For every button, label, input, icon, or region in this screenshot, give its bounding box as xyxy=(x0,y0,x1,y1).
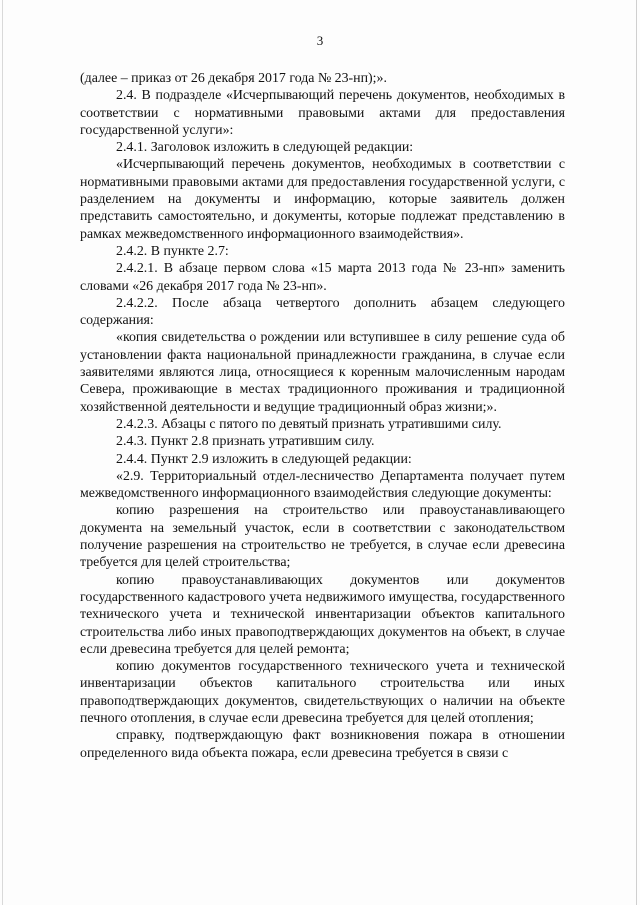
paragraph-2-9: «2.9. Территориальный отдел-лесничество Департамента получает путем межведомственного информационного взаимодействия следующие документы: xyxy=(80,468,565,502)
paragraph-2-4-1: 2.4.1. Заголовок изложить в следующей редакции: xyxy=(116,140,414,156)
paragraph-title-documents: копию правоустанавливающих документов или документов государственного кадастрового учета недвижимого имущества, государственного технического учета и технической инвентаризации объектов капитального строительства либо иных правоподтверждающих документов на объект, в случае если древесина требуется для целей ремонта; xyxy=(80,572,565,657)
paragraph-fire-certificate: справку, подтверждающую факт возникновения пожара в отношении определенного вида объекта пожара, если древесина требуется в связи с xyxy=(80,728,565,761)
page-number: 3 xyxy=(316,33,324,48)
paragraph-construction-permit: копию разрешения на строительство или правоустанавливающего документа на земельный участок, если в соответствии с законодательством получение разрешения на строительство не требуется, в случае если древесина требуется для целей строительства; xyxy=(80,503,565,571)
paragraph-2-4-4: 2.4.4. Пункт 2.9 изложить в следующей редакции: xyxy=(116,451,412,467)
paragraph-2-4-2-3: 2.4.2.3. Абзацы с пятого по девятый признать утратившими силу. xyxy=(116,416,502,432)
paragraph-2-4-2: 2.4.2. В пункте 2.7: xyxy=(116,243,229,259)
paragraph-continuation: (далее – приказ от 26 декабря 2017 года № 23-нп);». xyxy=(80,71,387,86)
paragraph-2-4-2-2: 2.4.2.2. После абзаца четвертого дополнить абзацем следующего содержания: xyxy=(80,295,565,329)
paragraph-technical-records: копию документов государственного технического учета и технической инвентаризации объектов капитального строительства или иных правоподтверждающих документов, свидетельствующих о наличии на объекте печного отопления, в случае если древесина требуется для целей отопления; xyxy=(80,659,565,726)
page-edge-left xyxy=(2,0,3,905)
paragraph-2-4-3: 2.4.3. Пункт 2.8 признать утратившим силу. xyxy=(116,434,375,450)
paragraph-2-4: 2.4. В подразделе «Исчерпывающий перечень документов, необходимых в соответствии с нормативными правовыми актами для предоставления государственной услуги»: xyxy=(80,88,565,138)
paragraph-2-4-2-1: 2.4.2.1. В абзаце первом слова «15 марта 2013 года № 23-нп» заменить словами «26 декабря 2017 года № 23-нп». xyxy=(80,261,565,294)
paragraph-birth-certificate-quote: «копия свидетельства о рождении или вступившее в силу решение суда об установлении факта национальной принадлежности гражданина, в случае если заявителями являются лица, относящиеся к коренным малочисленным народам Севера, проживающие в местах традиционного проживания и традиционной хозяйственной деятельности и ведущие традиционный образ жизни;». xyxy=(80,330,565,415)
document-body xyxy=(80,70,565,762)
paragraph-title-quote: «Исчерпывающий перечень документов, необходимых в соответствии с нормативными правовыми актами для предоставления государственной услуги, с разделением на документы и информацию, которые заявитель должен представить самостоятельно, и документы, которые подлежат представлению в рамках межведомственного информационного взаимодействия». xyxy=(80,157,565,242)
page-edge-right xyxy=(636,0,637,905)
